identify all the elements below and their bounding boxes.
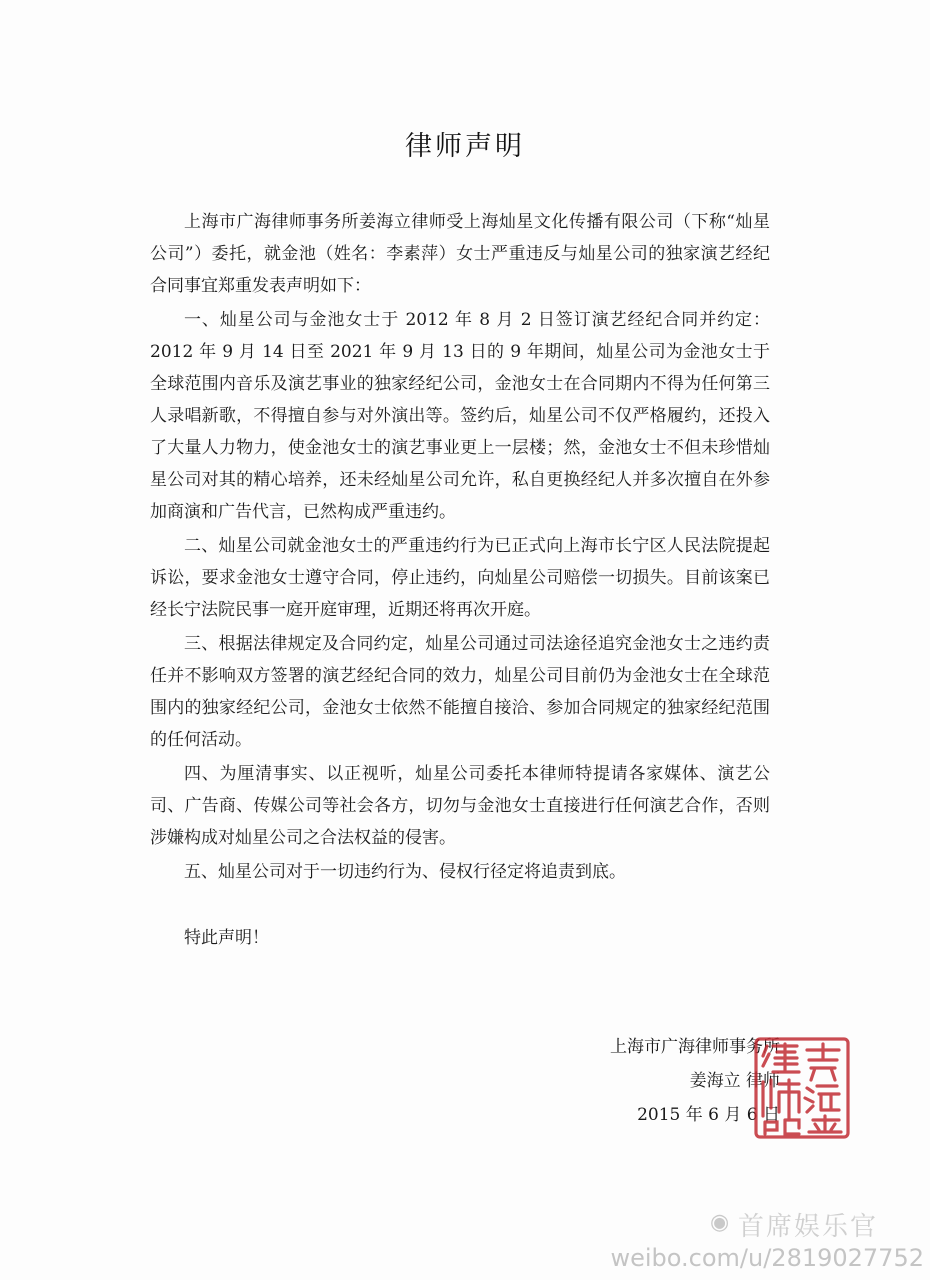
paragraph-1: 一、灿星公司与金池女士于 2012 年 8 月 2 日签订演艺经纪合同并约定：2012 年 9 月 14 日至 2021 年 9 月 13 日的 9 年期间，灿星公司为金池女士于全球范围内音乐及演艺事业的独家经纪公司，金池女士在合同期内不得为任何第三人录唱新歌，不得擅自参与对外演出等。签约后，灿星公司不仅严格履约，还投入了大量人力物力，使金池女士的演艺事业更上一层楼；然，金池女士不但未珍惜灿星公司对其的精心培养，还未经灿星公司允许，私自更换经纪人并多次擅自在外参加商演和广告代言，已然构成严重违约。: [150, 310, 770, 522]
watermark-url: weibo.com/u/2819027752: [610, 1244, 924, 1272]
paragraph-intro: 上海市广海律师事务所姜海立律师受上海灿星文化传播有限公司（下称“灿星公司”）委托，就金池（姓名：李素萍）女士严重违反与灿星公司的独家演艺经纪合同事宜郑重发表声明如下：: [150, 212, 770, 296]
paragraph-4: 四、为厘清事实、以正视听，灿星公司委托本律师特提请各家媒体、演艺公司、广告商、传媒公司等社会各方，切勿与金池女士直接进行任何演艺合作，否则涉嫌构成对灿星公司之合法权益的侵害。: [150, 764, 770, 848]
closing-statement: 特此声明！: [184, 928, 269, 948]
weibo-logo-icon: ◉: [710, 1210, 730, 1235]
signature-block: [560, 1030, 780, 1132]
signature-date: 2015 年 6 月 6 日: [637, 1105, 780, 1125]
paragraph-3: 三、根据法律规定及合同约定，灿星公司通过司法途径追究金池女士之违约责任并不影响双方签署的演艺经纪合同的效力，灿星公司目前仍为金池女士在全球范围内的独家经纪公司，金池女士依然不能擅自接洽、参加合同规定的独家经纪范围的任何活动。: [150, 634, 770, 750]
lawyer-seal-stamp: [753, 1036, 851, 1140]
paragraph-5: 五、灿星公司对于一切违约行为、侵权行径定将追责到底。: [184, 862, 626, 882]
document-body: [150, 206, 770, 954]
signature-lawyer: 姜海立 律师: [689, 1071, 780, 1091]
signature-firm: 上海市广海律师事务所: [610, 1037, 780, 1057]
watermark-account: 首席娱乐官: [738, 1212, 879, 1242]
paragraph-2: 二、灿星公司就金池女士的严重违约行为已正式向上海市长宁区人民法院提起诉讼，要求金池女士遵守合同，停止违约，向灿星公司赔偿一切损失。目前该案已经长宁法院民事一庭开庭审理，近期还将再次开庭。: [150, 536, 770, 620]
document-title: 律师声明: [405, 131, 525, 162]
